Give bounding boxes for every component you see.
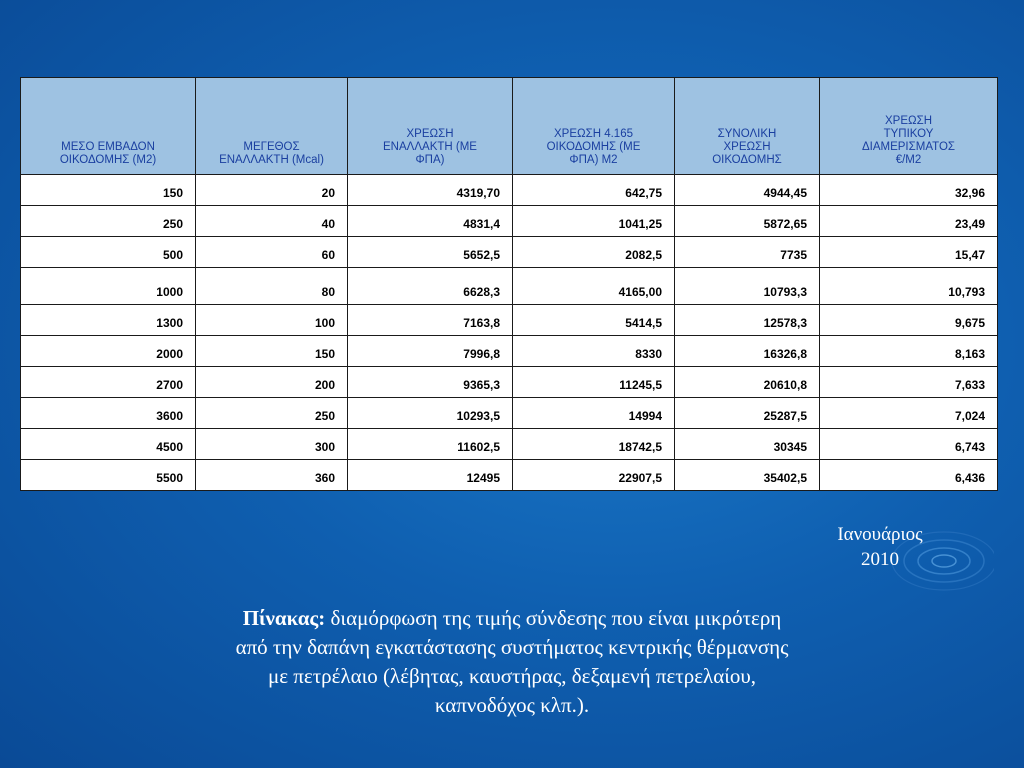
table-cell: 7735 (675, 237, 820, 268)
table-cell: 4319,70 (348, 175, 513, 206)
table-cell: 15,47 (820, 237, 998, 268)
date-label (820, 522, 940, 572)
date-month: Ιανουάριος (837, 524, 923, 545)
header-building-charge: ΧΡΕΩΣΗ 4.165 ΟΙΚΟΔΟΜΗΣ (ΜΕ ΦΠΑ) Μ2 (513, 78, 675, 175)
table-cell: 23,49 (820, 206, 998, 237)
table-row (21, 460, 998, 491)
table-cell: 7996,8 (348, 336, 513, 367)
header-apartment-charge-per-m2: ΧΡΕΩΣΗ ΤΥΠΙΚΟΥ ΔΙΑΜΕΡΙΣΜΑΤΟΣ €/Μ2 (820, 78, 998, 175)
table-cell: 4165,00 (513, 268, 675, 305)
table-row (21, 237, 998, 268)
table-cell: 5652,5 (348, 237, 513, 268)
table-cell: 360 (196, 460, 348, 491)
table-row (21, 305, 998, 336)
table-row (21, 398, 998, 429)
table-cell: 8,163 (820, 336, 998, 367)
table-row (21, 429, 998, 460)
table-cell: 100 (196, 305, 348, 336)
header-exchanger-size: ΜΕΓΕΘΟΣ ΕΝΑΛΛΑΚΤΗ (Mcal) (196, 78, 348, 175)
table-cell: 8330 (513, 336, 675, 367)
table-cell: 7163,8 (348, 305, 513, 336)
table-cell: 32,96 (820, 175, 998, 206)
table-row (21, 367, 998, 398)
table-cell: 25287,5 (675, 398, 820, 429)
table-cell: 5414,5 (513, 305, 675, 336)
table-cell: 2000 (21, 336, 196, 367)
table-cell: 2082,5 (513, 237, 675, 268)
table-cell: 4944,45 (675, 175, 820, 206)
table-cell: 10293,5 (348, 398, 513, 429)
caption-label: Πίνακας: (242, 606, 326, 630)
table-row (21, 206, 998, 237)
table-row (21, 268, 998, 305)
table-row (21, 175, 998, 206)
table-cell: 16326,8 (675, 336, 820, 367)
cost-table (20, 77, 998, 491)
table-cell: 40 (196, 206, 348, 237)
table-cell: 500 (21, 237, 196, 268)
header-average-area: ΜΕΣΟ ΕΜΒΑΔΟΝ ΟΙΚΟΔΟΜΗΣ (Μ2) (21, 78, 196, 175)
table-cell: 300 (196, 429, 348, 460)
table-cell: 12578,3 (675, 305, 820, 336)
table-cell: 200 (196, 367, 348, 398)
table-cell: 4831,4 (348, 206, 513, 237)
table-cell: 9,675 (820, 305, 998, 336)
caption-line-3: με πετρέλαιο (λέβητας, καυστήρας, δεξαμενή πετρελαίου, (267, 664, 757, 688)
table-header-row (21, 78, 998, 175)
table-cell: 1041,25 (513, 206, 675, 237)
table-cell: 18742,5 (513, 429, 675, 460)
table-cell: 6,743 (820, 429, 998, 460)
table-cell: 150 (196, 336, 348, 367)
table-body (21, 175, 998, 491)
table-cell: 1300 (21, 305, 196, 336)
table-cell: 1000 (21, 268, 196, 305)
table-cell: 12495 (348, 460, 513, 491)
table-cell: 250 (21, 206, 196, 237)
table-cell: 22907,5 (513, 460, 675, 491)
table-cell: 5500 (21, 460, 196, 491)
caption-line-1 (100, 604, 924, 633)
table-cell: 35402,5 (675, 460, 820, 491)
table-cell: 7,633 (820, 367, 998, 398)
table-cell: 10,793 (820, 268, 998, 305)
table-cell: 6,436 (820, 460, 998, 491)
table-cell: 3600 (21, 398, 196, 429)
table-cell: 5872,65 (675, 206, 820, 237)
table-cell: 150 (21, 175, 196, 206)
header-exchanger-charge: ΧΡΕΩΣΗ ΕΝΑΛΛΑΚΤΗ (ΜΕ ΦΠΑ) (348, 78, 513, 175)
table-cell: 80 (196, 268, 348, 305)
table-cell: 7,024 (820, 398, 998, 429)
table-cell: 60 (196, 237, 348, 268)
table-cell: 11245,5 (513, 367, 675, 398)
table-cell: 20610,8 (675, 367, 820, 398)
table-row (21, 336, 998, 367)
header-total-charge: ΣΥΝΟΛΙΚΗ ΧΡΕΩΣΗ ΟΙΚΟΔΟΜΗΣ (675, 78, 820, 175)
table-cell: 6628,3 (348, 268, 513, 305)
table-caption (100, 604, 924, 720)
table-cell: 20 (196, 175, 348, 206)
table-cell: 30345 (675, 429, 820, 460)
table-cell: 2700 (21, 367, 196, 398)
caption-line-2: από την δαπάνη εγκατάστασης συστήματος κεντρικής θέρμανσης (235, 635, 789, 659)
table-cell: 642,75 (513, 175, 675, 206)
table-cell: 4500 (21, 429, 196, 460)
table-cell: 11602,5 (348, 429, 513, 460)
table-cell: 250 (196, 398, 348, 429)
table-cell: 10793,3 (675, 268, 820, 305)
cost-table-container (20, 77, 997, 491)
caption-text-1: διαμόρφωση της τιμής σύνδεσης που είναι μικρότερη (325, 606, 782, 630)
caption-line-4: καπνοδόχος κλπ.). (434, 693, 590, 717)
date-year: 2010 (861, 549, 899, 570)
table-cell: 14994 (513, 398, 675, 429)
table-cell: 9365,3 (348, 367, 513, 398)
